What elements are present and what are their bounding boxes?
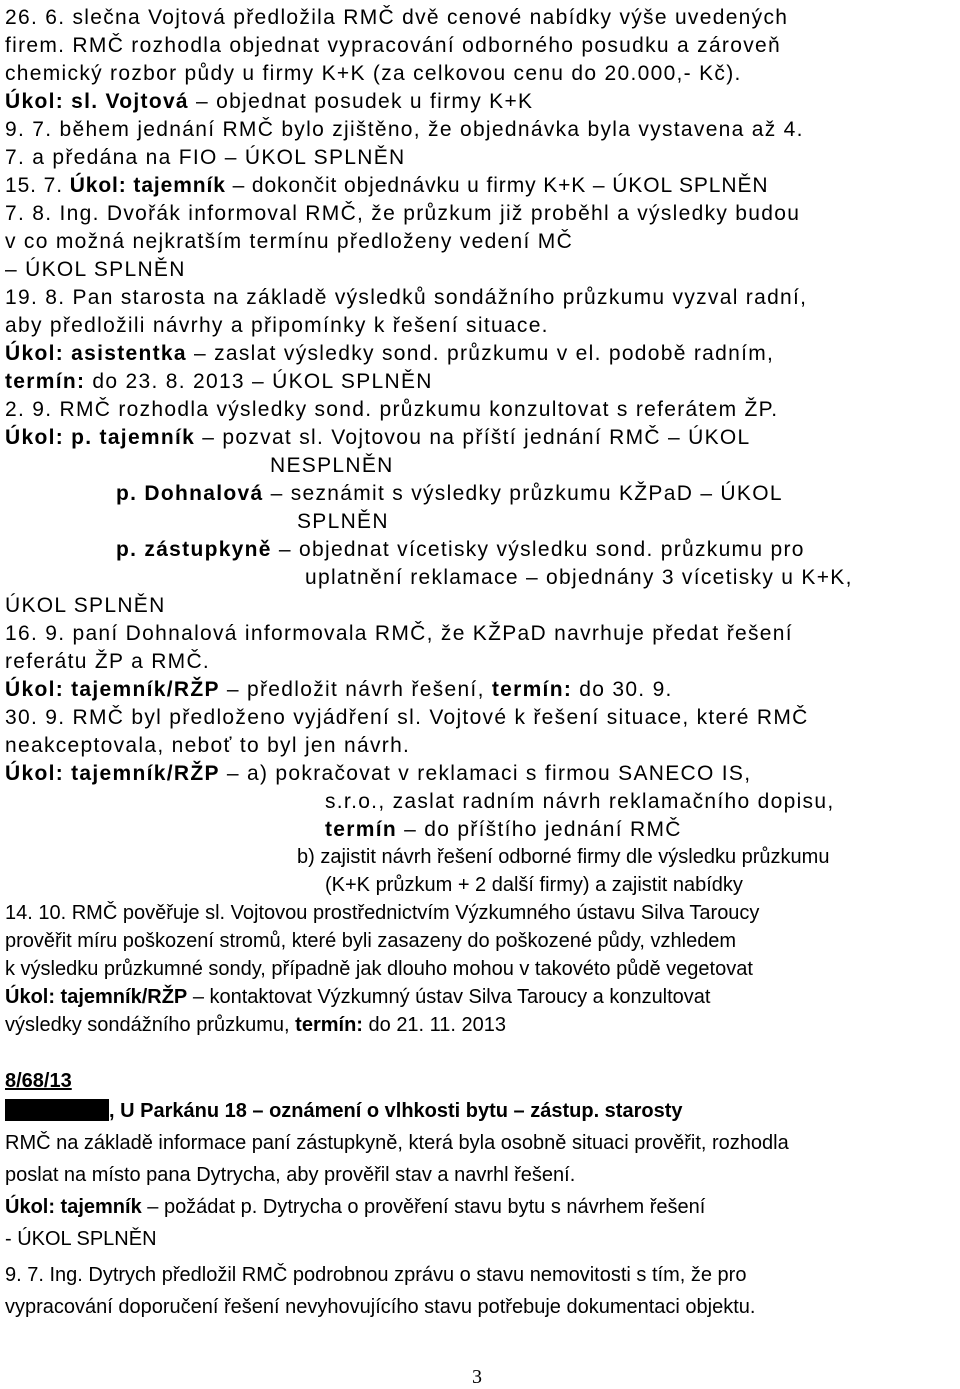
text-line: 2. 9. RMČ rozhodla výsledky sond. průzkumu konzultovat s referátem ŽP. [5, 398, 779, 421]
task-line: Úkol: tajemník/RŽP – kontaktovat Výzkumný ústav Silva Taroucy a konzultovat [5, 986, 711, 1008]
section-number: 8/68/13 [5, 1070, 72, 1092]
text-line: poslat na místo pana Dytrycha, aby prověřil stav a navrhl řešení. [5, 1164, 576, 1186]
task-line: p. Dohnalová – seznámit s výsledky průzkumu KŽPaD – ÚKOL [116, 482, 783, 505]
text-line: - ÚKOL SPLNĚN [5, 1228, 157, 1250]
text-line: neakceptovala, neboť to byl jen návrh. [5, 734, 411, 757]
text-line: 9. 7. Ing. Dytrych předložil RMČ podrobnou zprávu o stavu nemovitosti s tím, že pro [5, 1264, 747, 1286]
text-line: firem. RMČ rozhodla objednat vypracování odborného posudku a zároveň [5, 34, 781, 57]
text-line: vypracování doporučení řešení nevyhovujícího stavu potřebuje dokumentaci objektu. [5, 1296, 756, 1318]
text-line: aby předložili návrhy a připomínky k řešení situace. [5, 314, 549, 337]
text-line: (K+K průzkum + 2 další firmy) a zajistit nabídky [325, 874, 743, 896]
task-line: Úkol: sl. Vojtová – objednat posudek u firmy K+K [5, 90, 534, 113]
task-line: Úkol: asistentka – zaslat výsledky sond. průzkumu v el. podobě radním, [5, 342, 775, 365]
text-line: b) zajistit návrh řešení odborné firmy dle výsledku průzkumu [297, 846, 830, 868]
text-line: ÚKOL SPLNĚN [5, 594, 166, 617]
deadline-line: termín – do příštího jednání RMČ [325, 818, 682, 841]
text-line: 16. 9. paní Dohnalová informovala RMČ, že KŽPaD navrhuje předat řešení [5, 622, 793, 645]
text-line: SPLNĚN [297, 510, 389, 533]
text-line: chemický rozbor půdy u firmy K+K (za celkovou cenu do 20.000,- Kč). [5, 62, 742, 85]
text-line: referátu ŽP a RMČ. [5, 650, 211, 673]
page-number: 3 [472, 1366, 482, 1388]
text-line: NESPLNĚN [270, 454, 394, 477]
text-line: 7. a předána na FIO – ÚKOL SPLNĚN [5, 146, 406, 169]
text-line: 7. 8. Ing. Dvořák informoval RMČ, že průzkum již proběhl a výsledky budou [5, 202, 801, 225]
task-line: Úkol: tajemník/RŽP – předložit návrh řešení, termín: do 30. 9. [5, 678, 673, 701]
task-line: p. zástupkyně – objednat vícetisky výsledku sond. průzkumu pro [116, 538, 805, 561]
text-line: prověřit míru poškození stromů, které byli zasazeny do poškozené půdy, vzhledem [5, 930, 737, 952]
text-line: RMČ na základě informace paní zástupkyně, která byla osobně situaci prověřit, rozhodla [5, 1132, 789, 1154]
text-line: – ÚKOL SPLNĚN [5, 258, 186, 281]
task-line: Úkol: tajemník – požádat p. Dytrycha o prověření stavu bytu s návrhem řešení [5, 1196, 706, 1218]
task-line: Úkol: tajemník/RŽP – a) pokračovat v reklamaci s firmou SANECO IS, [5, 762, 752, 785]
text-line: s.r.o., zaslat radním návrh reklamačního dopisu, [325, 790, 835, 813]
text-line: 19. 8. Pan starosta na základě výsledků sondážního průzkumu vyzval radní, [5, 286, 808, 309]
deadline-line: výsledky sondážního průzkumu, termín: do 21. 11. 2013 [5, 1014, 507, 1036]
text-line: uplatnění reklamace – objednány 3 vícetisky u K+K, [305, 566, 853, 589]
deadline-line: termín: do 23. 8. 2013 – ÚKOL SPLNĚN [5, 370, 433, 393]
redacted-block [5, 1099, 109, 1121]
task-line: Úkol: p. tajemník – pozvat sl. Vojtovou na příští jednání RMČ – ÚKOL [5, 426, 751, 449]
task-line: 15. 7. Úkol: tajemník – dokončit objednávku u firmy K+K – ÚKOL SPLNĚN [5, 174, 769, 197]
text-line: 30. 9. RMČ byl předloženo vyjádření sl. Vojtové k řešení situace, které RMČ [5, 706, 809, 729]
text-line: v co možná nejkratším termínu předloženy vedení MČ [5, 230, 574, 253]
text-line: 14. 10. RMČ pověřuje sl. Vojtovou prostřednictvím Výzkumného ústavu Silva Taroucy [5, 902, 760, 924]
text-line: 26. 6. slečna Vojtová předložila RMČ dvě cenové nabídky výše uvedených [5, 6, 789, 29]
section-heading: , U Parkánu 18 – oznámení o vlhkosti bytu – zástup. starosty [5, 1098, 683, 1125]
text-line: 9. 7. během jednání RMČ bylo zjištěno, že objednávka byla vystavena až 4. [5, 118, 804, 141]
text-line: k výsledku průzkumné sondy, případně jak dlouho mohou v takovéto půdě vegetovat [5, 958, 753, 980]
